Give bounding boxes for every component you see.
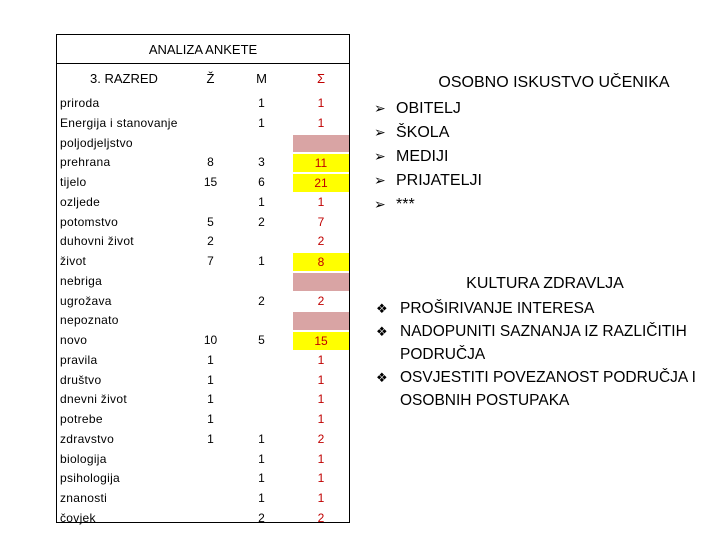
row-sum: 1 (317, 491, 325, 505)
row-m-count: 1 (258, 451, 265, 466)
row-m-count: 2 (258, 293, 265, 308)
osobno-item (374, 144, 482, 168)
row-category: nebriga (60, 273, 103, 288)
kultura-item-label: NADOPUNITI SAZNANJA IZ RAZLIČITIH PODRUČJA (400, 323, 687, 363)
row-m-count: 1 (258, 194, 265, 209)
diamond-bullet-icon: ❖ (376, 301, 388, 316)
row-z-count: 7 (207, 254, 214, 268)
row-z-count (191, 311, 230, 331)
row-sum: 15 (293, 331, 349, 351)
kultura-item (376, 366, 716, 412)
arrow-bullet-icon: ➢ (374, 172, 386, 188)
osobno-item-label: OBITELJ (396, 100, 461, 117)
row-z-count: 8 (207, 155, 214, 170)
row-z-count (191, 193, 230, 213)
row-category: pravila (60, 352, 98, 367)
survey-table (56, 34, 350, 523)
table-row (57, 450, 349, 470)
row-m-count (230, 390, 293, 410)
osobno-item (374, 120, 482, 144)
row-m-count (230, 232, 293, 252)
row-category: znanosti (60, 491, 108, 505)
row-m-count (230, 371, 293, 391)
row-category: nepoznato (60, 313, 119, 328)
row-category: priroda (60, 96, 100, 110)
table-row (57, 173, 349, 193)
row-category: ozljede (60, 194, 101, 209)
row-category: zdravstvo (60, 431, 115, 446)
row-category: poljodjeljstvo (60, 135, 133, 150)
header-sum: Σ (316, 71, 326, 86)
diamond-bullet-icon: ❖ (376, 324, 388, 339)
row-category: društvo (60, 372, 102, 387)
table-row (57, 351, 349, 371)
header-z: Ž (206, 71, 215, 86)
row-z-count: 2 (207, 234, 214, 249)
table-row (57, 311, 349, 331)
table-title: ANALIZA ANKETE (57, 35, 349, 64)
row-m-count: 6 (258, 175, 265, 189)
row-sum: 1 (317, 392, 325, 407)
row-z-count: 5 (207, 214, 214, 229)
row-category: potrebe (60, 412, 103, 426)
row-sum: 1 (317, 412, 325, 426)
row-m-count: 2 (258, 214, 265, 229)
row-category: novo (60, 333, 88, 347)
table-row (57, 410, 349, 430)
osobno-item (374, 168, 482, 192)
row-sum: 8 (293, 252, 349, 272)
osobno-item-label: MEDIJI (396, 148, 449, 165)
row-category: ugrožava (60, 293, 112, 308)
row-category: prehrana (60, 155, 111, 170)
row-sum: 1 (317, 471, 325, 486)
row-category: psihologija (60, 471, 121, 486)
table-row (57, 509, 349, 529)
arrow-bullet-icon: ➢ (374, 196, 386, 212)
row-category: dnevni život (60, 392, 127, 407)
kultura-title: KULTURA ZDRAVLJA (466, 275, 624, 292)
arrow-bullet-icon: ➢ (374, 100, 386, 116)
table-row (57, 371, 349, 391)
header-razred: 3. RAZRED (90, 71, 158, 86)
osobno-item-label: *** (396, 196, 415, 213)
row-m-count: 5 (258, 333, 265, 347)
row-category: biologija (60, 451, 107, 466)
kultura-item (376, 320, 716, 366)
osobno-item-label: ŠKOLA (396, 124, 450, 141)
row-m-count: 1 (258, 471, 265, 486)
kultura-item-label: OSVJESTITI POVEZANOST PODRUČJA I OSOBNIH POSTUPAKA (400, 369, 696, 409)
row-sum (293, 134, 349, 154)
table-row (57, 94, 349, 114)
table-row (57, 469, 349, 489)
row-m-count: 2 (258, 510, 265, 525)
osobno-list (374, 96, 482, 216)
row-sum (293, 272, 349, 292)
row-z-count (191, 489, 230, 509)
row-z-count (191, 292, 230, 312)
row-sum: 1 (317, 451, 325, 466)
table-row (57, 489, 349, 509)
row-m-count: 1 (258, 491, 265, 505)
row-category: tijelo (60, 175, 87, 189)
row-sum: 2 (317, 234, 325, 249)
diamond-bullet-icon: ❖ (376, 370, 388, 385)
kultura-item (376, 297, 716, 320)
row-z-count (191, 450, 230, 470)
table-row (57, 252, 349, 272)
row-m-count: 1 (258, 96, 265, 110)
row-m-count (230, 134, 293, 154)
row-category: Energija i stanovanje (60, 115, 178, 130)
row-m-count: 3 (258, 155, 265, 170)
kultura-list (376, 297, 716, 412)
row-sum: 1 (317, 96, 325, 110)
osobno-title: OSOBNO ISKUSTVO UČENIKA (438, 74, 670, 91)
row-sum: 11 (293, 153, 349, 173)
arrow-bullet-icon: ➢ (374, 124, 386, 140)
row-z-count: 15 (203, 175, 218, 189)
table-row (57, 390, 349, 410)
row-m-count (230, 351, 293, 371)
table-row (57, 430, 349, 450)
row-sum: 1 (317, 194, 325, 209)
row-z-count: 1 (207, 412, 214, 426)
row-m-count (230, 410, 293, 430)
row-z-count (191, 272, 230, 292)
row-sum: 21 (293, 173, 349, 193)
osobno-item (374, 192, 482, 216)
row-z-count (191, 94, 230, 114)
table-row (57, 232, 349, 252)
row-z-count (191, 134, 230, 154)
row-category: čovjek (60, 510, 96, 525)
table-row (57, 292, 349, 312)
table-row (57, 213, 349, 233)
row-sum (293, 311, 349, 331)
row-z-count (191, 469, 230, 489)
row-m-count: 1 (258, 254, 265, 268)
row-sum: 2 (317, 510, 325, 525)
osobno-item (374, 96, 482, 120)
row-category: duhovni život (60, 234, 134, 249)
row-m-count: 1 (258, 431, 265, 446)
row-m-count (230, 272, 293, 292)
row-z-count: 1 (207, 352, 214, 367)
table-row (57, 134, 349, 154)
row-category: život (60, 254, 87, 268)
row-sum: 2 (317, 431, 325, 446)
row-z-count (191, 114, 230, 134)
row-category: potomstvo (60, 214, 119, 229)
table-row (57, 331, 349, 351)
osobno-item-label: PRIJATELJI (396, 172, 482, 189)
row-sum: 1 (317, 352, 325, 367)
table-row (57, 153, 349, 173)
arrow-bullet-icon: ➢ (374, 148, 386, 164)
header-m: M (256, 71, 267, 86)
row-z-count: 1 (207, 372, 214, 387)
table-rows (57, 94, 349, 529)
table-row (57, 193, 349, 213)
row-m-count (230, 311, 293, 331)
row-m-count: 1 (258, 115, 265, 130)
row-sum: 2 (317, 293, 325, 308)
row-z-count (191, 509, 230, 529)
row-sum: 7 (317, 214, 325, 229)
row-z-count: 1 (207, 431, 214, 446)
table-row (57, 114, 349, 134)
row-z-count: 1 (207, 392, 214, 407)
table-row (57, 272, 349, 292)
row-sum: 1 (317, 115, 325, 130)
kultura-item-label: PROŠIRIVANJE INTERESA (400, 300, 595, 317)
row-sum: 1 (317, 372, 325, 387)
row-z-count: 10 (203, 333, 218, 347)
